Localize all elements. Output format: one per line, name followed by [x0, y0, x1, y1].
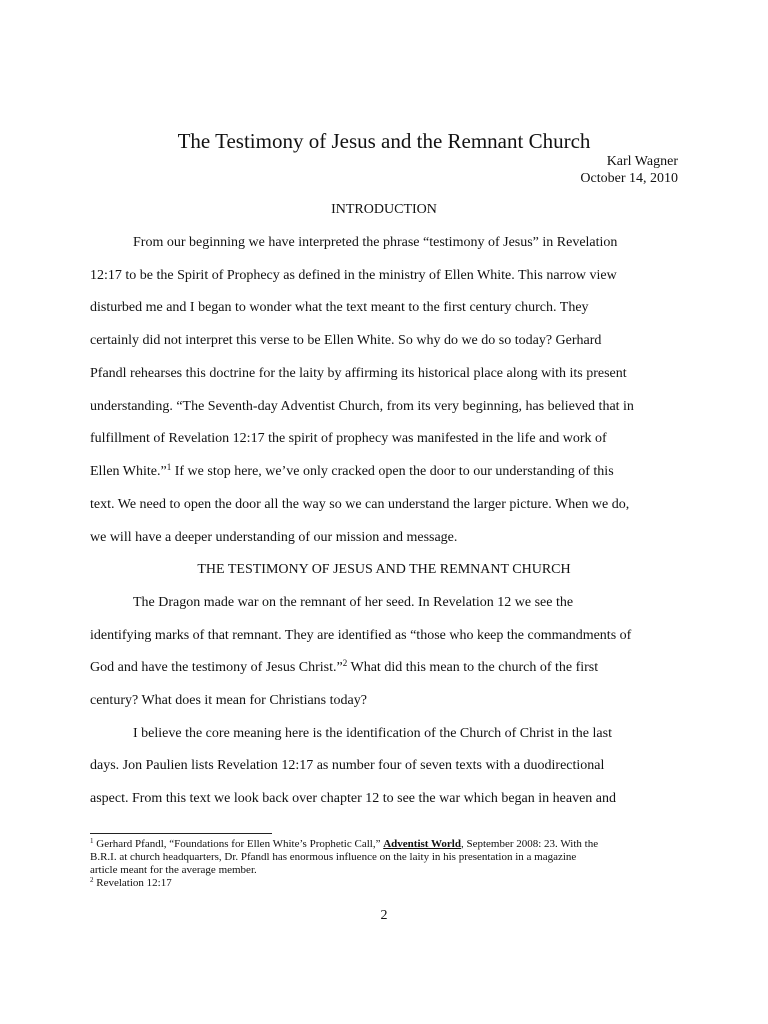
paragraph-text: God and have the testimony of Jesus Christ.” [90, 660, 343, 675]
footnote-number: 1 [90, 837, 94, 845]
paragraph-line: From our beginning we have interpreted the phrase “testimony of Jesus” in Revelation [133, 235, 618, 250]
paragraph-line: we will have a deeper understanding of our mission and message. [90, 530, 458, 545]
document-title: The Testimony of Jesus and the Remnant Church [177, 129, 591, 153]
paragraph-line: fulfillment of Revelation 12:17 the spirit of prophecy was manifested in the life and work of [90, 431, 607, 446]
paragraph-line: aspect. From this text we look back over chapter 12 to see the war which began in heaven and [90, 791, 616, 806]
introduction-heading: INTRODUCTION [331, 202, 437, 217]
paragraph-line: text. We need to open the door all the way so we can understand the larger picture. When we do, [90, 497, 630, 512]
footnote-1-line: B.R.I. at church headquarters, Dr. Pfandl has enormous influence on the laity in his presentation in a magazine [90, 851, 577, 863]
footnote-text: , September 2008: 23. With the [460, 838, 599, 850]
footnote-number: 2 [90, 876, 94, 884]
footnote-text: Gerhard Pfandl, “Foundations for Ellen White’s Prophetic Call,” [93, 838, 384, 850]
document-date: October 14, 2010 [580, 171, 678, 186]
paragraph-line [90, 463, 614, 481]
page-number: 2 [380, 908, 388, 923]
paragraph-line: understanding. “The Seventh-day Adventist Church, from its very beginning, has believed that in [90, 399, 634, 414]
footnote-reference[interactable]: 1 [166, 462, 172, 472]
paragraph-line: 12:17 to be the Spirit of Prophecy as defined in the ministry of Ellen White. This narrow view [90, 268, 617, 283]
paragraph-line: disturbed me and I began to wonder what the text meant to the first century church. They [90, 300, 589, 315]
footnote-2 [90, 877, 172, 889]
paragraph-text: What did this mean to the church of the first [347, 660, 599, 675]
footnote-text: Revelation 12:17 [93, 877, 172, 889]
author-name: Karl Wagner [606, 154, 678, 169]
footnote-1-line: article meant for the average member. [90, 864, 257, 876]
paragraph-line: certainly did not interpret this verse to be Ellen White. So why do we do so today? Gerhard [90, 333, 602, 348]
paragraph-line: days. Jon Paulien lists Revelation 12:17 as number four of seven texts with a duodirectional [90, 758, 605, 773]
paragraph-text: Ellen White.” [90, 464, 167, 479]
paragraph-line [90, 659, 598, 677]
paragraph-line: identifying marks of that remnant. They are identified as “those who keep the commandments of [90, 628, 632, 643]
footnote-1 [90, 838, 598, 850]
footnote-reference[interactable]: 2 [342, 658, 348, 668]
paragraph-line: Pfandl rehearses this doctrine for the laity by affirming its historical place along with its present [90, 366, 627, 381]
section-heading: THE TESTIMONY OF JESUS AND THE REMNANT CHURCH [197, 562, 571, 577]
footnote-publication: Adventist World [383, 838, 461, 850]
paragraph-line: I believe the core meaning here is the identification of the Church of Christ in the last [133, 726, 612, 741]
paragraph-line: The Dragon made war on the remnant of her seed. In Revelation 12 we see the [133, 595, 574, 610]
footnote-divider [90, 833, 272, 834]
paragraph-text: If we stop here, we’ve only cracked open the door to our understanding of this [171, 464, 614, 479]
paragraph-line: century? What does it mean for Christians today? [90, 693, 367, 708]
